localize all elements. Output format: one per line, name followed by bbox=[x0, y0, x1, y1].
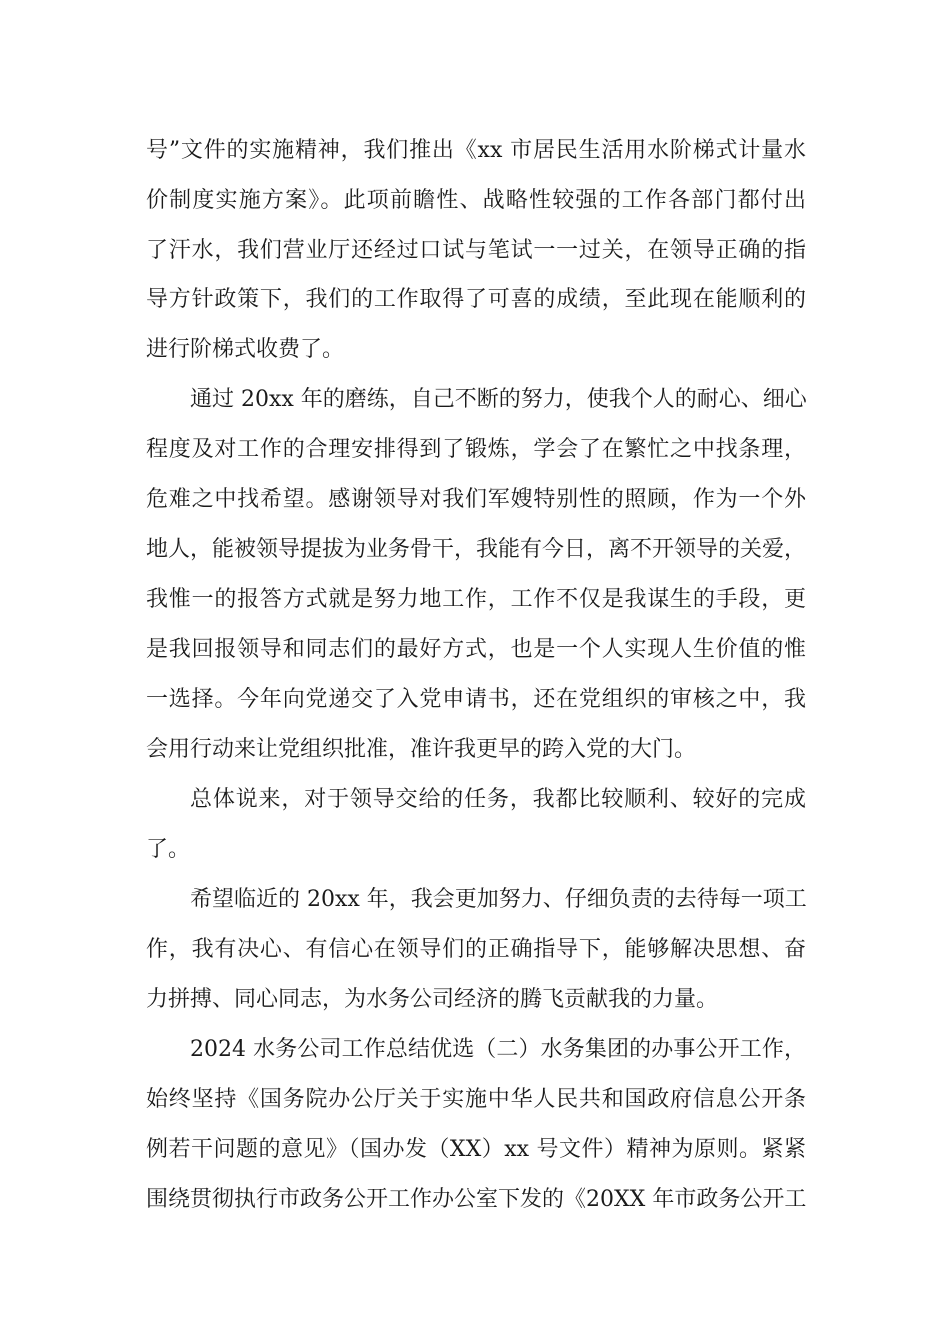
text-line: 会用行动来让党组织批准，准许我更早的跨入党的大门。 bbox=[146, 737, 697, 762]
paragraph-first-line: 总体说来，对于领导交给的任务，我都比较顺利、较好的完成 bbox=[190, 787, 806, 812]
text-line: 是我回报领导和同志们的最好方式，也是一个人实现人生价值的惟 bbox=[146, 637, 806, 662]
text-line: 导方针政策下，我们的工作取得了可喜的成绩，至此现在能顺利的 bbox=[146, 287, 806, 312]
text-line: 了汗水，我们营业厅还经过口试与笔试一一过关，在领导正确的指 bbox=[146, 238, 806, 263]
text-line: 价制度实施方案》。此项前瞻性、战略性较强的工作各部门都付出 bbox=[146, 188, 806, 213]
text-line: 力拼搏、同心同志，为水务公司经济的腾飞贡献我的力量。 bbox=[146, 987, 719, 1012]
text-line: 作，我有决心、有信心在领导们的正确指导下，能够解决思想、奋 bbox=[146, 937, 806, 962]
text-line: 危难之中找希望。感谢领导对我们军嫂特别性的照顾，作为一个外 bbox=[146, 487, 806, 512]
paragraph-first-line: 通过 20xx 年的磨练，自己不断的努力，使我个人的耐心、细心 bbox=[190, 387, 807, 412]
text-line: 我惟一的报答方式就是努力地工作，工作不仅是我谋生的手段，更 bbox=[146, 587, 806, 612]
text-line: 号”文件的实施精神，我们推出《xx 市居民生活用水阶梯式计量水 bbox=[146, 138, 806, 163]
paragraph-first-line: 希望临近的 20xx 年，我会更加努力、仔细负责的去待每一项工 bbox=[190, 887, 807, 912]
text-line: 围绕贯彻执行市政务公开工作办公室下发的《20XX 年市政务公开工 bbox=[146, 1187, 807, 1212]
text-line: 进行阶梯式收费了。 bbox=[146, 337, 345, 362]
text-line: 例若干问题的意见》（国办发（XX）xx 号文件）精神为原则。紧紧 bbox=[146, 1137, 806, 1162]
paragraph-first-line: 2024 水务公司工作总结优选（二）水务集团的办事公开工作， bbox=[190, 1037, 806, 1062]
text-line: 地人，能被领导提拔为业务骨干，我能有今日，离不开领导的关爱， bbox=[146, 537, 807, 562]
text-line: 一选择。今年向党递交了入党申请书，还在党组织的审核之中，我 bbox=[146, 687, 806, 712]
text-line: 始终坚持《国务院办公厅关于实施中华人民共和国政府信息公开条 bbox=[146, 1087, 806, 1112]
text-line: 了。 bbox=[146, 837, 191, 862]
text-line: 程度及对工作的合理安排得到了锻炼，学会了在繁忙之中找条理， bbox=[146, 437, 806, 462]
